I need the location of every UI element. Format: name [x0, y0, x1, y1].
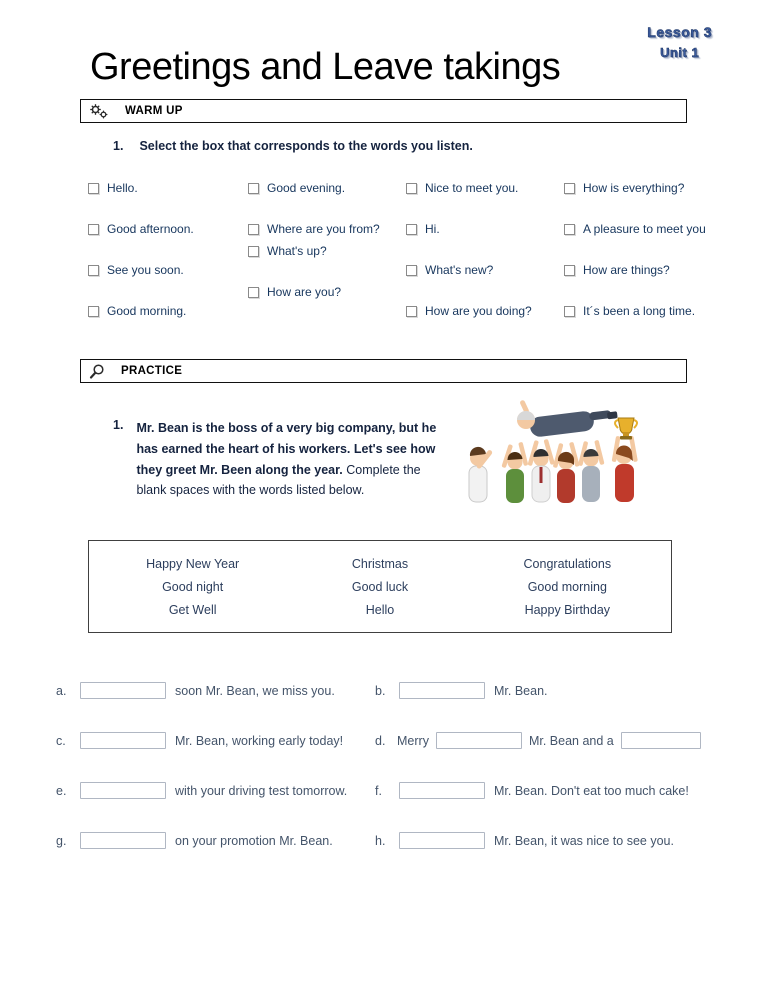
practice-exercises: [56, 682, 718, 882]
warmup-options-column-2: [248, 181, 406, 345]
warmup-option-label: Good afternoon.: [107, 222, 194, 236]
warmup-option-label: What's up?: [267, 244, 327, 258]
warmup-options-column-3: [406, 181, 564, 345]
checkbox-icon[interactable]: [564, 224, 575, 235]
exercise-letter: c.: [56, 733, 66, 748]
answer-blank-g[interactable]: [80, 832, 166, 849]
person-pointing: [469, 447, 493, 502]
answer-blank-b[interactable]: [399, 682, 485, 699]
lesson-badge: Lesson 3: [647, 24, 712, 40]
practice-instruction: [113, 418, 439, 501]
warmup-option-label: What's new?: [425, 263, 494, 277]
checkbox-icon[interactable]: [88, 306, 99, 317]
word-bank-item: Happy New Year: [146, 556, 240, 571]
warmup-option-label: Hello.: [107, 181, 138, 195]
answer-blank-f[interactable]: [399, 782, 485, 799]
warmup-option-label: Good evening.: [267, 181, 346, 195]
warmup-option-label: How is everything?: [583, 181, 685, 195]
warmup-option[interactable]: [248, 222, 406, 236]
warmup-option[interactable]: [88, 222, 248, 236]
warmup-option-label: How are you doing?: [425, 304, 532, 318]
answer-blank-h[interactable]: [399, 832, 485, 849]
warmup-instruction-text: Select the box that corresponds to the words you listen.: [139, 139, 473, 153]
word-bank-item: Good luck: [351, 579, 409, 594]
exercise-text: Mr. Bean, it was nice to see you.: [494, 833, 674, 848]
warmup-option[interactable]: [564, 304, 704, 318]
checkbox-icon[interactable]: [88, 224, 99, 235]
warmup-option-label: See you soon.: [107, 263, 184, 277]
exercise-c: [56, 732, 375, 749]
warmup-section-header: [80, 99, 687, 123]
exercise-f: [375, 782, 689, 799]
word-bank-item: Get Well: [168, 602, 217, 617]
magnifier-icon: [88, 363, 112, 380]
warmup-option[interactable]: [88, 263, 248, 277]
exercise-text: Mr. Bean, working early today!: [175, 733, 344, 748]
checkbox-icon[interactable]: [564, 265, 575, 276]
warmup-option[interactable]: [564, 263, 704, 277]
word-bank-item: Congratulations: [523, 556, 612, 571]
warmup-option-label: Nice to meet you.: [425, 181, 519, 195]
exercise-text: Mr. Bean. Don't eat too much cake!: [494, 783, 689, 798]
warmup-option-label: Good morning.: [107, 304, 187, 318]
warmup-option[interactable]: [248, 181, 406, 195]
checkbox-icon[interactable]: [406, 224, 417, 235]
exercise-e: [56, 782, 375, 799]
practice-header-label: PRACTICE: [121, 365, 183, 377]
celebration-illustration: [452, 396, 662, 528]
exercise-letter: b.: [375, 683, 386, 698]
warmup-option-label: How are you?: [267, 285, 342, 299]
trophy-person: [612, 418, 638, 502]
warmup-option[interactable]: [88, 181, 248, 195]
warmup-option-label: Hi.: [425, 222, 440, 236]
word-bank-item: Hello: [365, 602, 395, 617]
unit-badge: Unit 1: [660, 45, 700, 60]
practice-instruction-number: 1.: [113, 418, 124, 432]
warmup-options-column-1: [88, 181, 248, 345]
exercise-letter: d.: [375, 733, 386, 748]
exercise-text: with your driving test tomorrow.: [175, 783, 348, 798]
exercise-row: [56, 832, 718, 849]
warmup-options-grid: [88, 181, 704, 345]
practice-instruction-bold: Mr. Bean is the boss of a very big company, but he has earned the heart of his workers. Let's see how they greet Mr. Been along the year.: [136, 421, 437, 477]
page-title: Greetings and Leave takings: [90, 46, 561, 88]
warmup-option[interactable]: [406, 304, 564, 318]
practice-instruction-regular: Complete the blank spaces with the words listed below.: [136, 462, 421, 498]
checkbox-icon[interactable]: [88, 265, 99, 276]
exercise-letter: e.: [56, 783, 67, 798]
word-bank-item: Good morning: [527, 579, 607, 594]
warmup-option[interactable]: [406, 181, 564, 195]
exercise-b: [375, 682, 548, 699]
checkbox-icon[interactable]: [564, 306, 575, 317]
warmup-option-label: A pleasure to meet you: [583, 222, 706, 236]
warmup-instruction: [113, 139, 473, 153]
exercise-text: Mr. Bean.: [494, 683, 548, 698]
crowd-person-white: [527, 439, 554, 502]
gears-icon: [88, 103, 116, 120]
lesson-unit-badges: [647, 24, 712, 60]
answer-blank-d-1[interactable]: [436, 732, 522, 749]
warmup-option[interactable]: [248, 285, 406, 299]
warmup-option-label: Where are you from?: [267, 222, 380, 236]
checkbox-icon[interactable]: [248, 224, 259, 235]
exercise-row: [56, 682, 718, 699]
practice-section-header: [80, 359, 687, 383]
checkbox-icon[interactable]: [406, 183, 417, 194]
warmup-option-label: It´s been a long time.: [583, 304, 696, 318]
warmup-option[interactable]: [248, 244, 406, 258]
checkbox-icon[interactable]: [248, 246, 259, 257]
word-bank-item: Good night: [162, 579, 224, 594]
exercise-a: [56, 682, 375, 699]
exercise-letter: f.: [375, 783, 382, 798]
warmup-header-label: WARM UP: [125, 105, 183, 117]
warmup-option[interactable]: [88, 304, 248, 318]
exercise-d: [375, 732, 701, 749]
warmup-instruction-number: 1.: [113, 139, 124, 153]
exercise-text: Merry: [397, 733, 429, 748]
exercise-text: soon Mr. Bean, we miss you.: [175, 683, 335, 698]
crowd-person-gray: [578, 440, 605, 502]
warmup-option-label: How are things?: [583, 263, 670, 277]
checkbox-icon[interactable]: [248, 287, 259, 298]
checkbox-icon[interactable]: [564, 183, 575, 194]
answer-blank-d-2[interactable]: [621, 732, 701, 749]
exercise-row: [56, 732, 718, 749]
answer-blank-a[interactable]: [80, 682, 166, 699]
word-bank-item: Happy Birthday: [524, 602, 611, 617]
answer-blank-c[interactable]: [80, 732, 166, 749]
checkbox-icon[interactable]: [406, 265, 417, 276]
exercise-letter: h.: [375, 833, 386, 848]
warmup-option[interactable]: [564, 181, 704, 195]
exercise-row: [56, 782, 718, 799]
answer-blank-e[interactable]: [80, 782, 166, 799]
warmup-option[interactable]: [406, 263, 564, 277]
exercise-g: [56, 832, 375, 849]
word-bank-item: Christmas: [351, 556, 409, 571]
checkbox-icon[interactable]: [88, 183, 99, 194]
word-bank-box: [88, 540, 672, 633]
checkbox-icon[interactable]: [406, 306, 417, 317]
exercise-text: on your promotion Mr. Bean.: [175, 833, 333, 848]
tossed-boss: [517, 399, 619, 437]
warmup-option[interactable]: [564, 222, 704, 236]
exercise-text: Mr. Bean and a: [528, 733, 614, 748]
exercise-letter: g.: [56, 833, 67, 848]
exercise-letter: a.: [56, 683, 67, 698]
warmup-option[interactable]: [406, 222, 564, 236]
crowd-person-green: [501, 442, 528, 503]
exercise-h: [375, 832, 674, 849]
warmup-options-column-4: [564, 181, 704, 345]
practice-instruction-text: [136, 418, 439, 501]
checkbox-icon[interactable]: [248, 183, 259, 194]
crowd-person-red: [553, 442, 580, 503]
